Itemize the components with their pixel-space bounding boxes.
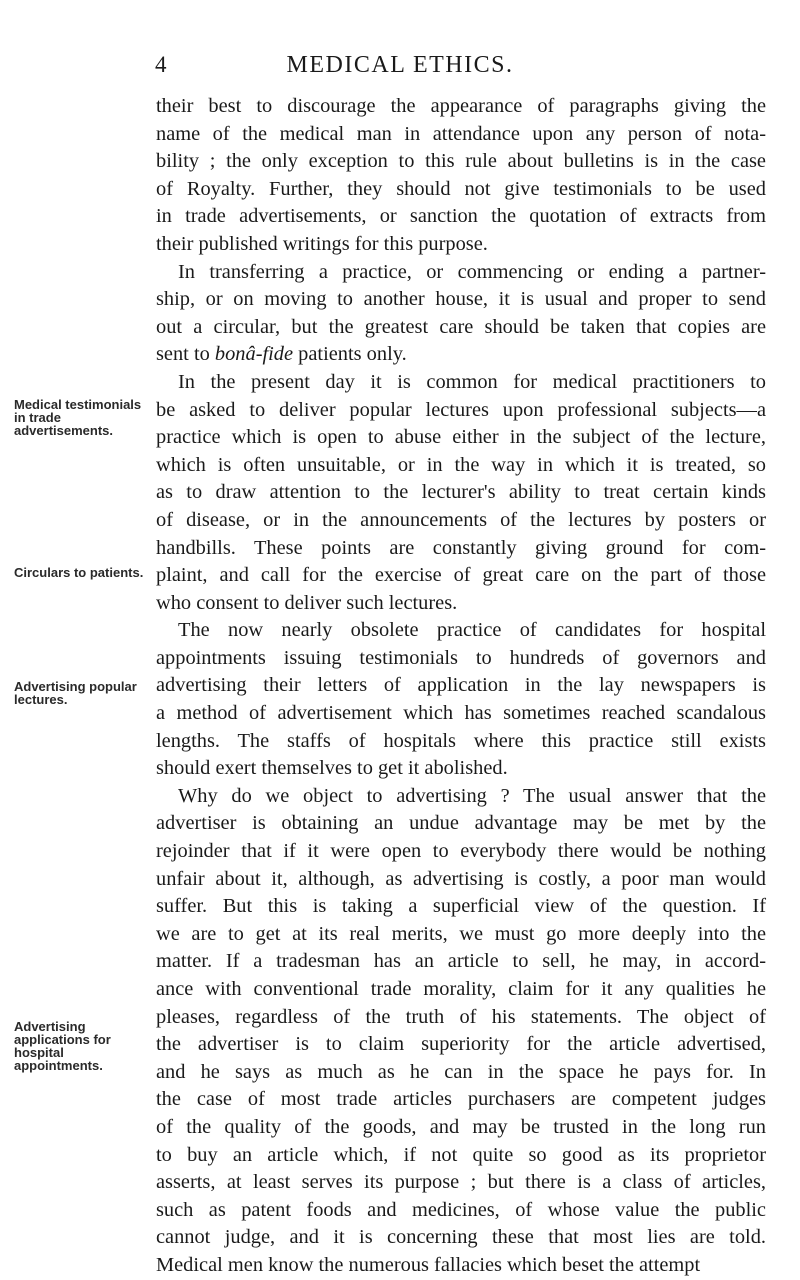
text-line: plaint, and call for the exercise of great care on the part of those [156,564,766,587]
text-line: Why do we object to advertising ? The usual answer that the [178,784,766,807]
text-line: of Royalty. Further, they should not give testimonials to be used [156,177,766,200]
text-line: advertiser is obtaining an undue advantage may be met by the [156,812,766,835]
text-line: Medical men know the numerous fallacies which beset the attempt [156,1253,701,1276]
text-line: which is often unsuitable, or in the way in which it is treated, so [156,453,766,476]
text-line: the advertiser is to claim superiority for the article advertised, [156,1033,766,1056]
text-line: appointments issuing testimonials to hundreds of governors and [156,646,766,669]
paragraph [156,259,766,369]
text-line: we are to get at its real merits, we must go more deeply into the [156,922,766,945]
text-line: advertising their letters of application in the lay newspapers is [156,674,766,697]
paragraph [156,369,766,617]
text-line: their published writings for this purpose. [156,232,488,255]
text-line: In the present day it is common for medical practitioners to [178,370,766,393]
margin-note-hospital-appointments: Advertising applications for hospital appointments. [14,1019,111,1073]
text-line: The now nearly obsolete practice of candidates for hospital [178,619,766,642]
text-line: bility ; the only exception to this rule about bulletins is in the case [156,150,766,173]
text-line: should exert themselves to get it abolished. [156,757,508,780]
text-line: rejoinder that if it were open to everybody there would be nothing [156,840,766,863]
body-text [156,93,766,1280]
paragraph [156,617,766,783]
paragraph [156,783,766,1280]
text-line: in trade advertisements, or sanction the quotation of extracts from [156,205,766,228]
text-line: who consent to deliver such lectures. [156,591,458,614]
text-line: a method of advertisement which has sometimes reached scandalous [156,702,766,725]
text-line: such as patent foods and medicines, of whose value the public [156,1198,766,1221]
page-number: 4 [155,52,167,77]
margin-note-medical-testimonials: Medical testimonials in trade advertisements. [14,397,142,438]
text-line: ance with conventional trade morality, claim for it any qualities he [156,978,766,1000]
text-line: out a circular, but the greatest care should be taken that copies are [156,315,766,338]
text-line: ship, or on moving to another house, it is usual and proper to send [156,288,766,311]
text-line: In transferring a practice, or commencing or ending a partner- [178,260,766,283]
text-line: sent to bonâ-fide patients only. [156,343,407,366]
text-line: lengths. The staffs of hospitals where this practice still exists [156,729,766,752]
text-line: handbills. These points are constantly giving ground for com- [156,536,766,559]
text-line: practice which is open to abuse either in the subject of the lecture, [156,426,766,449]
text-line: name of the medical man in attendance upon any person of nota- [156,122,766,145]
text-line: their best to discourage the appearance of paragraphs giving the [156,95,766,117]
text-line: of the quality of the goods, and may be trusted in the long run [156,1115,766,1138]
text-line: suffer. But this is taking a superficial view of the question. If [156,895,766,918]
margin-note-popular-lectures: Advertising popular lectures. [14,679,137,707]
text-line: be asked to deliver popular lectures upon professional subjects—a [156,398,766,421]
text-line: asserts, at least serves its purpose ; but there is a class of articles, [156,1171,766,1194]
text-line: cannot judge, and it is concerning these that most lies are told. [156,1226,766,1249]
text-line: pleases, regardless of the truth of his statements. The object of [156,1005,766,1028]
text-line: the case of most trade articles purchasers are competent judges [156,1088,766,1111]
text-line: matter. If a tradesman has an article to sell, he may, in accord- [156,950,766,973]
margin-note-circulars: Circulars to patients. [14,565,144,580]
text-line: to buy an article which, if not quite so good as its proprietor [156,1143,766,1166]
text-line: and he says as much as he can in the space he pays for. In [156,1060,766,1083]
text-line: unfair about it, although, as advertising is costly, a poor man would [156,867,766,890]
running-title: MEDICAL ETHICS. [286,52,514,78]
text-line: as to draw attention to the lecturer's ability to treat certain kinds [156,481,766,504]
page-header [0,52,800,84]
paragraph [156,93,766,259]
text-line: of disease, or in the announcements of the lectures by posters or [156,508,766,531]
